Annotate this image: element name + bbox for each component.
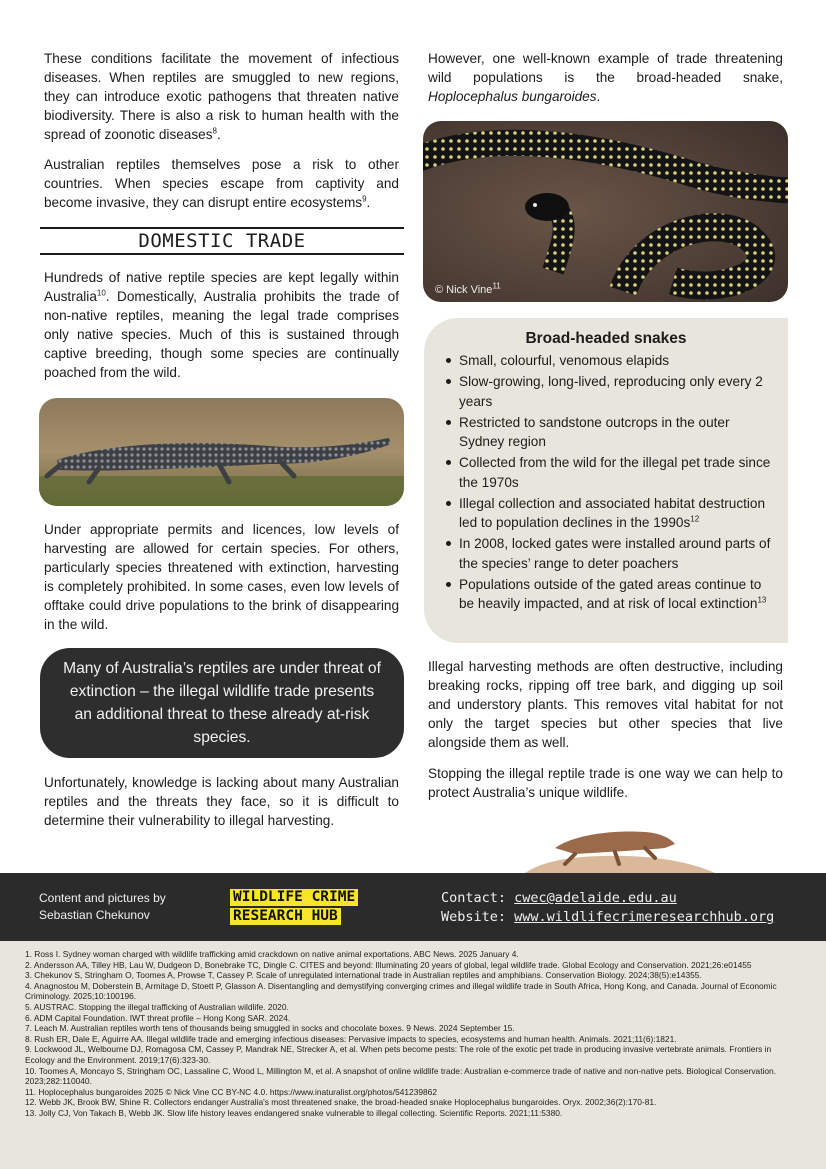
reference-item: 13. Jolly CJ, Von Takach B, Webb JK. Slow life history leaves endangered snake vulnerable to illegal collecting. Scientific Reports. 2021;11:5380. bbox=[25, 1107, 563, 1118]
info-box-list bbox=[446, 351, 776, 615]
left-paragraph-knowledge: Unfortunately, knowledge is lacking about many Australian reptiles and the threats they face, so it is difficult to determine their vulnerability to illegal harvesting. bbox=[44, 775, 399, 828]
reference-item: 7. Leach M. Australian reptiles worth tens of thousands being smuggled in socks and chocolate boxes. 9 News. 2024 September 15. bbox=[25, 1023, 515, 1034]
left-paragraph-harvesting: Under appropriate permits and licences, low levels of harvesting are allowed for certain species. For others, particularly species threatened with extinction, harvesting is completely prohibited. In some cases, even low levels of offtake could drive populations to the brink of disappearing in the wild. bbox=[44, 522, 399, 632]
footer-bar bbox=[0, 873, 826, 941]
reference-item: 3. Chekunov S, Stringham O, Toomes A, Prowse T, Cassey P. Scale of unregulated international trade in Australian reptiles and amphibians. Conservation Biology. 2024;38(5):e14355. bbox=[25, 970, 702, 981]
reference-item: 6. ADM Capital Foundation. IWT threat profile – Hong Kong SAR. 2024. bbox=[25, 1012, 291, 1023]
section-title-domestic-trade: DOMESTIC TRADE bbox=[40, 227, 404, 255]
broad-headed-snake-photo bbox=[423, 121, 788, 302]
right-paragraph-methods: Illegal harvesting methods are often destructive, including breaking rocks, ripping off tree bark, and digging up soil and understory plants. This removes vital habitat for not only the target species but other species that live alongside them as well. bbox=[428, 659, 783, 750]
reference-item[interactable]: 11. Hoplocephalus bungaroides 2025 © Nick Vine CC BY-NC 4.0. https://www.inaturalist.org/photos/541239862 bbox=[25, 1086, 437, 1097]
contact-info: Contact: cwec@adelaide.edu.au Website: www.wildlifecrimeresearchhub.org bbox=[441, 890, 775, 925]
reference-item: 10. Toomes A, Moncayo S, Stringham OC, Lassaline C, Wood L, Millington M, et al. A snapshot of online wildlife trade: Australian e-commerce trade of native and non-native pets. Biological Conservation. 2023;282:110040. bbox=[25, 1065, 777, 1087]
reference-item: 5. AUSTRAC. Stopping the illegal trafficking of Australian wildlife. 2020. bbox=[25, 1001, 289, 1012]
reference-item: 1. Ross I. Sydney woman charged with wildlife trafficking amid crackdown on native animal exportations. ABC News. 2025 January 4. bbox=[25, 949, 519, 959]
left-paragraph-pathogens: These conditions facilitate the movement of infectious diseases. When reptiles are smuggled to new regions, they can introduce exotic pathogens that threaten native biodiversity. There is also a risk to human health with the spread of zoonotic diseases$^8$. bbox=[44, 51, 399, 142]
list-item: In 2008, locked gates were installed around parts of the species’ range to deter poachers bbox=[446, 534, 776, 573]
list-item: Collected from the wild for the illegal pet trade since the 1970s bbox=[446, 453, 776, 492]
info-box-title: Broad-headed snakes bbox=[525, 330, 687, 347]
author-credit: Content and pictures by Sebastian Chekunov bbox=[39, 891, 166, 922]
reference-item: 9. Lockwood JL, Welbourne DJ, Romagosa CM, Cassey P, Mandrak NE, Strecker A, et al. When pets become pests: The role of the exotic pet trade in producing invasive vertebrate animals. Frontiers in Ecology and the Environment. 2019;17(6):323-30. bbox=[25, 1044, 772, 1065]
list-item: Slow-growing, long-lived, reproducing only every 2 years bbox=[446, 372, 776, 411]
list-item: Small, colourful, venomous elapids bbox=[446, 351, 776, 371]
reference-item: 2. Andersson AA, Tilley HB, Lau W, Dudgeon D, Bonebrake TC, Dingle C. CITES and beyond: Illuminating 20 years of global, legal wildlife trade. Global Ecology and Conservation. 2021;26:e01455 bbox=[25, 959, 752, 970]
right-paragraph-conclusion: Stopping the illegal reptile trade is one way we can help to protect Australia’s unique wildlife. bbox=[428, 766, 783, 800]
list-item: Populations outside of the gated areas continue to be heavily impacted, and at risk of local extinction$^{13}$ bbox=[446, 575, 776, 614]
list-item: Illegal collection and associated habitat destruction led to population declines in the $1990s^{12}$ bbox=[446, 494, 776, 533]
list-item: Restricted to sandstone outcrops in the outer Sydney region bbox=[446, 413, 776, 452]
broad-headed-snakes-info-box bbox=[424, 318, 788, 643]
wildlife-crime-research-hub-logo: WILDLIFE CRIME RESEARCH HUB bbox=[230, 888, 382, 926]
left-paragraph-invasive: Australian reptiles themselves pose a risk to other countries. When species escape from captivity and become invasive, they can disrupt entire ecosystems$^9$. bbox=[44, 157, 399, 210]
lizard-on-rock-image bbox=[515, 820, 715, 873]
right-paragraph-intro: However, one well-known example of trade threatening wild populations is the broad-headed snake, Hoplocephalus bungaroides. bbox=[428, 51, 783, 104]
pull-quote: Many of Australia’s reptiles are under threat of extinction – the illegal wildlife trade presents an additional threat to these already at-risk species. bbox=[40, 648, 404, 758]
left-paragraph-domestic: Hundreds of native reptile species are kept legally within Australia$^{10}$. Domestically, Australia prohibits the trade of non-native reptiles, meaning the legal trade comprises only native species. Much of this is sustained through captive breeding, though some species are continually poached from the wild. bbox=[44, 270, 399, 380]
reference-item: 8. Rush ER, Dale E, Aguirre AA. Illegal wildlife trade and emerging infectious diseases: Pervasive impacts to species, ecosystems and human health. Animals. 2021;11(6):1821. bbox=[25, 1033, 677, 1044]
references-list bbox=[0, 941, 826, 1169]
reference-item: 4. Anagnostou M, Doberstein B, Armitage D, Stoett P, Glasson A. Disentangling and demystifying converging crimes and illegal wildlife trade in South Africa, Hong Kong, and Canada. Journal of Economic Criminology. 2025;10:100196. bbox=[25, 980, 777, 1002]
website-link[interactable]: www.wildlifecrimeresearchhub.org bbox=[514, 909, 775, 925]
lizard-photo bbox=[39, 398, 404, 506]
photo-credit: © Nick Vine$^{11}$ bbox=[435, 281, 501, 296]
contact-email-link[interactable]: cwec@adelaide.edu.au bbox=[514, 890, 677, 906]
reference-item: 12. Webb JK, Brook BW, Shine R. Collectors endanger Australia's most threatened snake, the broad-headed snake Hoplocephalus bungaroides. Oryx. 2002;36(2):170-81. bbox=[25, 1097, 657, 1108]
